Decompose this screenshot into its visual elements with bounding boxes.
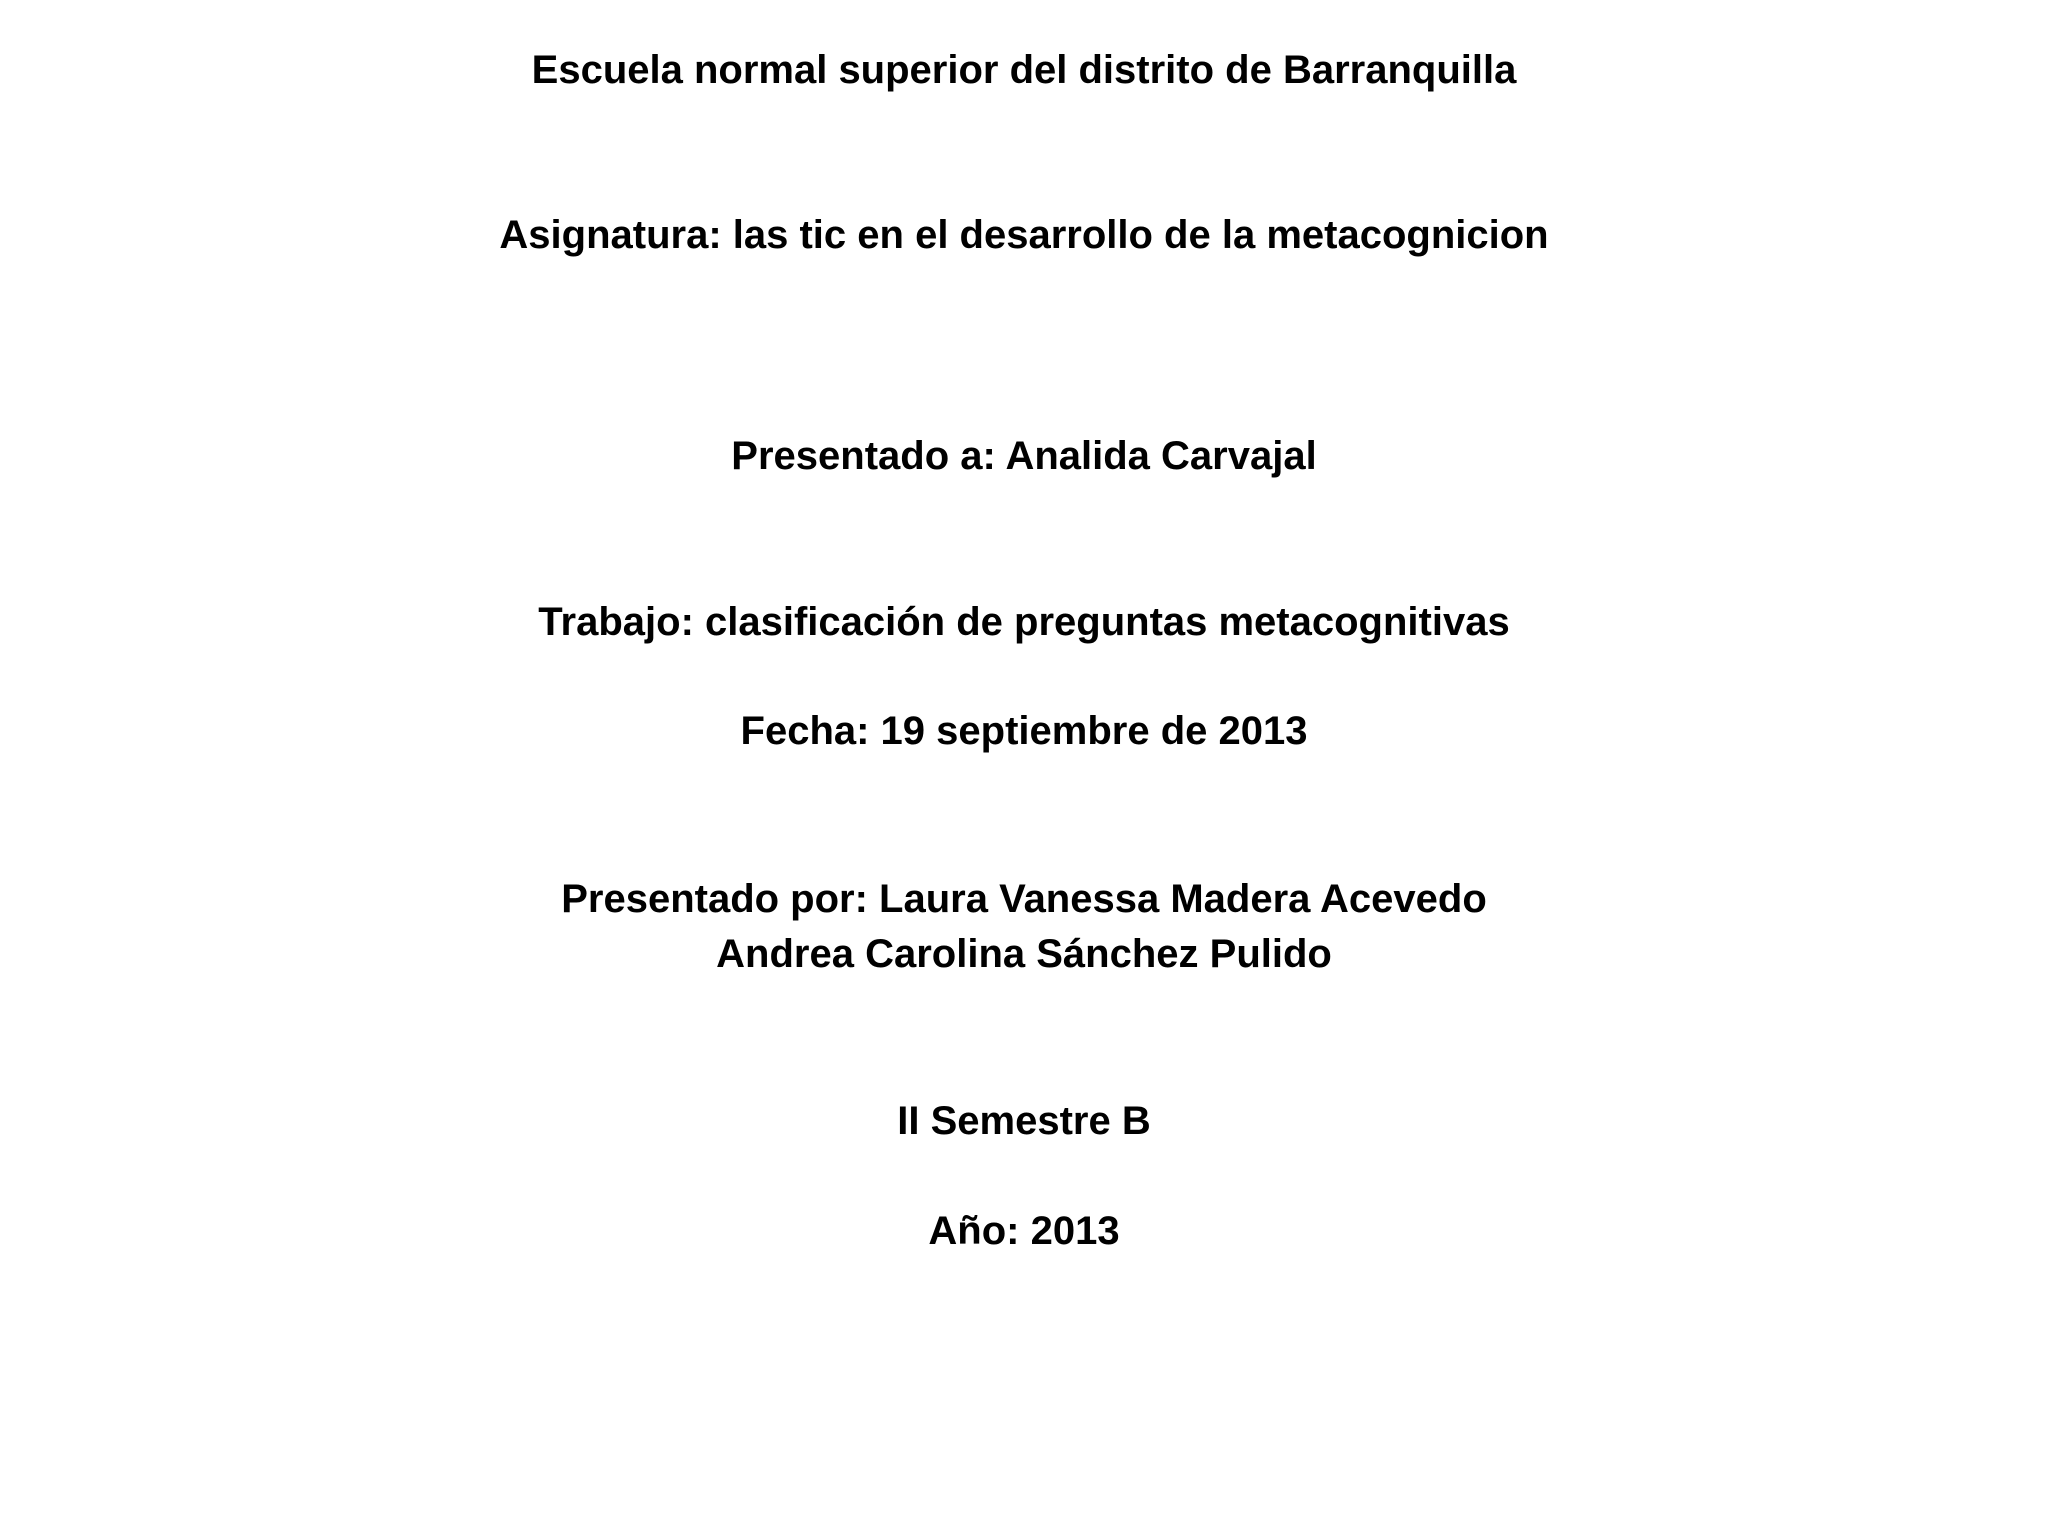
work-title-line: Trabajo: clasificación de preguntas metacognitivas [538, 600, 1510, 644]
date-line: Fecha: 19 septiembre de 2013 [740, 709, 1308, 753]
presented-by-line: Presentado por: Laura Vanessa Madera Acevedo [561, 877, 1487, 921]
subject-line: Asignatura: las tic en el desarrollo de la metacognicion [499, 213, 1549, 257]
presented-to-line: Presentado a: Analida Carvajal [731, 434, 1317, 478]
semester-line: II Semestre B [897, 1099, 1151, 1143]
school-name: Escuela normal superior del distrito de Barranquilla [531, 48, 1517, 92]
year-line: Año: 2013 [928, 1209, 1120, 1253]
second-author-line: Andrea Carolina Sánchez Pulido [716, 932, 1332, 976]
